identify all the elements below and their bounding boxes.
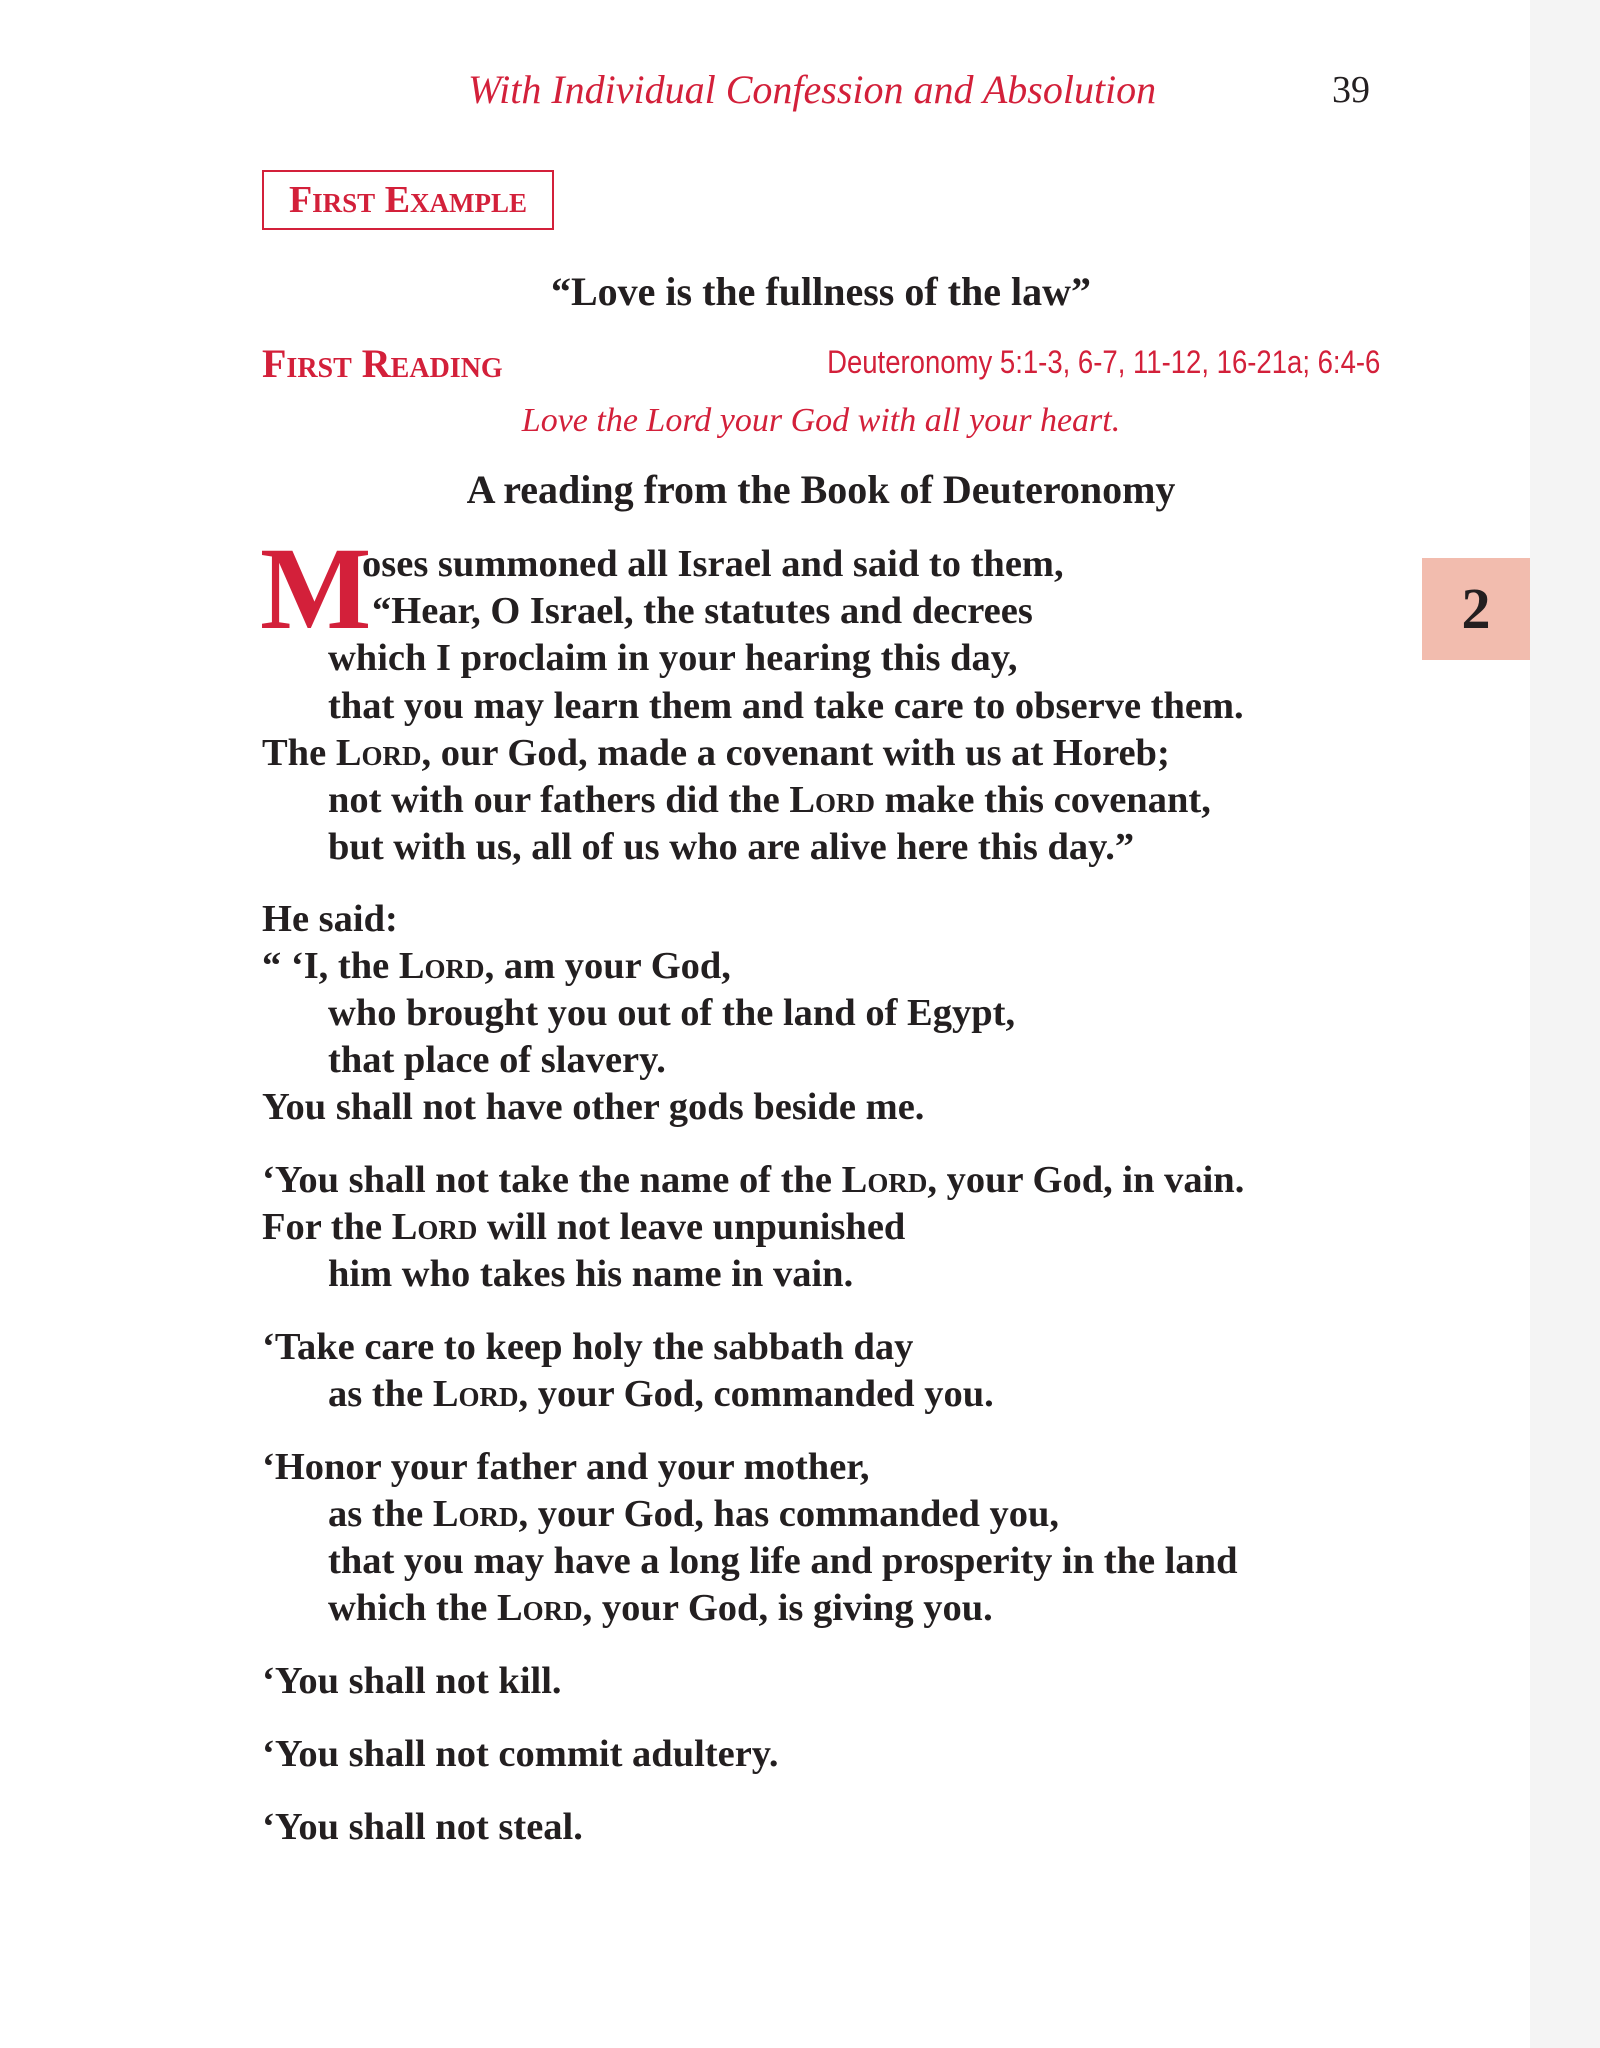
verse-line: You shall not have other gods beside me. <box>262 1086 925 1128</box>
reading-summary: Love the Lord your God with all your heart. <box>521 402 1121 439</box>
lord-smallcaps: Lord <box>432 1493 519 1535</box>
reading-heading: First Reading <box>262 341 503 386</box>
verse-line: but with us, all of us who are alive here this day.” <box>328 826 1135 868</box>
verse-line: who brought you out of the land of Egypt, <box>328 992 1016 1034</box>
lord-smallcaps: Lord <box>335 732 422 774</box>
verse-line: ‘You shall not kill. <box>262 1660 562 1702</box>
lord-smallcaps: Lord <box>841 1159 928 1201</box>
verse-line: which I proclaim in your hearing this day, <box>328 637 1018 679</box>
verse-line: oses summoned all Israel and said to them, <box>362 543 1064 585</box>
scripture-citation: Deuteronomy 5:1-3, 6-7, 11-12, 16-21a; 6:4-6 <box>826 344 1380 380</box>
drop-cap: M <box>260 523 372 654</box>
verse-line: which the Lord, your God, is giving you. <box>328 1587 993 1629</box>
verse-line: ‘Honor your father and your mother, <box>262 1446 870 1488</box>
verse-line: as the Lord, your God, commanded you. <box>328 1373 994 1415</box>
verse-line: that you may have a long life and prosperity in the land <box>328 1540 1238 1582</box>
page-number: 39 <box>1332 69 1370 111</box>
theme-title: “Love is the fullness of the law” <box>551 269 1091 314</box>
running-title: With Individual Confession and Absolution <box>468 67 1157 112</box>
verse-line: The Lord, our God, made a covenant with us at Horeb; <box>262 732 1170 774</box>
verse-line: him who takes his name in vain. <box>328 1253 854 1295</box>
verse-line: ‘Take care to keep holy the sabbath day <box>262 1326 914 1368</box>
lord-smallcaps: Lord <box>398 945 485 987</box>
lord-smallcaps: Lord <box>496 1587 583 1629</box>
verse-line: He said: <box>262 898 398 940</box>
verse-line: ‘You shall not take the name of the Lord, your God, in vain. <box>262 1159 1245 1201</box>
page-margin-strip <box>1530 0 1600 2048</box>
reading-intro: A reading from the Book of Deuteronomy <box>466 467 1176 512</box>
verse-line: as the Lord, your God, has commanded you, <box>328 1493 1060 1535</box>
lord-smallcaps: Lord <box>391 1206 478 1248</box>
section-tab: 2 <box>1422 558 1530 660</box>
verse-line: “ ‘I, the Lord, am your God, <box>262 945 731 987</box>
verse-line: that place of slavery. <box>328 1039 666 1081</box>
verse-line: “Hear, O Israel, the statutes and decrees <box>372 590 1033 632</box>
verse-line: ‘You shall not steal. <box>262 1806 583 1848</box>
verse-line: ‘You shall not commit adultery. <box>262 1733 779 1775</box>
verse-line: For the Lord will not leave unpunished <box>262 1206 906 1248</box>
verse-line: that you may learn them and take care to observe them. <box>328 685 1244 727</box>
example-label-box: First Example <box>262 170 554 230</box>
lord-smallcaps: Lord <box>789 779 876 821</box>
lord-smallcaps: Lord <box>432 1373 519 1415</box>
verse-line: not with our fathers did the Lord make this covenant, <box>328 779 1211 821</box>
